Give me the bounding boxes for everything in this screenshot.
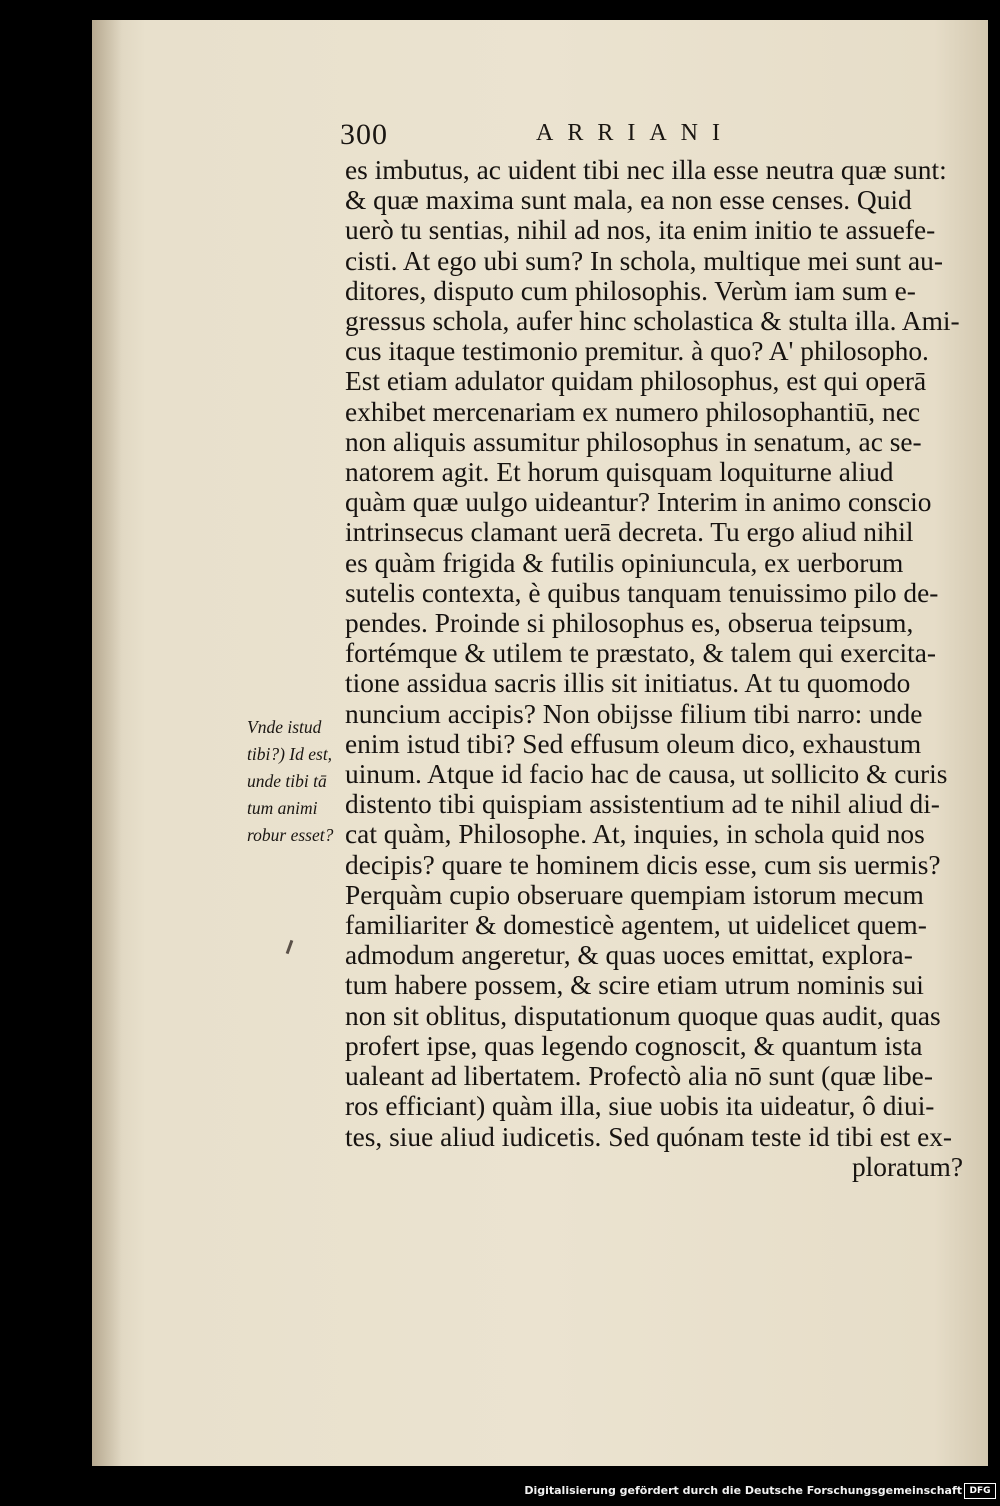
text-line: ualeant ad libertatem. Profectò alia nō sunt (quæ libe- <box>345 1061 933 1092</box>
text-line: profert ipse, quas legendo cognoscit, & quantum ista <box>345 1030 923 1061</box>
page-header <box>340 118 900 154</box>
main-text-block <box>345 155 967 1182</box>
text-line: & quæ maxima sunt mala, ea non esse censes. Quid <box>345 185 912 216</box>
text-line: natorem agit. Et horum quisquam loquiturne aliud <box>345 457 894 488</box>
text-line: cisti. At ego ubi sum? In schola, multique mei sunt au- <box>345 245 943 276</box>
text-line: decipis? quare te hominem dicis esse, cum sis uermis? <box>345 849 941 880</box>
page-number: 300 <box>340 118 388 151</box>
marginal-note-line: unde tibi tā <box>247 771 327 791</box>
text-line: fortémque & utilem te præstato, & talem qui exercita- <box>345 638 936 669</box>
marginal-note-line: robur esset? <box>247 825 334 845</box>
text-line: non sit oblitus, disputationum quoque quas audit, quas <box>345 1000 941 1031</box>
text-line: cus itaque testimonio premitur. à quo? A' philosopho. <box>345 336 929 367</box>
page-gutter-shadow <box>92 20 122 1466</box>
text-line: tes, siue aliud iudicetis. Sed quónam teste id tibi est ex- <box>345 1121 953 1152</box>
text-line: non aliquis assumitur philosophus in senatum, ac se- <box>345 426 922 457</box>
text-line: ditores, disputo cum philosophis. Verùm iam sum e- <box>345 275 916 306</box>
text-line: pendes. Proinde si philosophus es, obserua teipsum, <box>345 608 914 639</box>
text-line: admodum angeretur, & quas uoces emittat, explora- <box>345 940 913 971</box>
text-line: nuncium accipis? Non obijsse filium tibi narro: unde <box>345 698 923 729</box>
marginal-note-line: Vnde istud <box>247 717 322 737</box>
funding-credit: Digitalisierung gefördert durch die Deutsche Forschungsgemeinschaft <box>524 1484 962 1497</box>
text-line: sutelis contexta, è quibus tanquam tenuissimo pilo de- <box>345 577 939 608</box>
text-line: familiariter & domesticè agentem, ut uidelicet quem- <box>345 910 927 941</box>
text-line: quàm quæ uulgo uideantur? Interim in animo conscio <box>345 487 932 518</box>
text-line: distento tibi quispiam assistentium ad te nihil aliud di- <box>345 789 940 820</box>
text-line: uinum. Atque id facio hac de causa, ut sollicito & curis <box>345 759 948 790</box>
text-line: enim istud tibi? Sed effusum oleum dico, exhaustum <box>345 728 922 759</box>
marginal-note <box>247 714 347 849</box>
text-line: Est etiam adulator quidam philosophus, est qui operā <box>345 366 927 397</box>
dfg-logo: DFG <box>964 1483 996 1499</box>
text-line: cat quàm, Philosophe. At, inquies, in schola quid nos <box>345 819 925 850</box>
text-line: Perquàm cupio obseruare quempiam istorum mecum <box>345 879 924 910</box>
marginal-note-line: tum animi <box>247 798 318 818</box>
text-line: intrinsecus clamant uerā decreta. Tu ergo aliud nihil <box>345 517 914 548</box>
text-line: exhibet mercenariam ex numero philosophantiū, nec <box>345 396 921 427</box>
text-line: es imbutus, ac uident tibi nec illa esse neutra quæ sunt: <box>345 155 947 185</box>
text-line: gressus schola, aufer hinc scholastica & stulta illa. Ami- <box>345 306 960 337</box>
marginal-note-line: tibi?) Id est, <box>247 744 333 764</box>
running-title: ARRIANI <box>536 120 734 146</box>
text-line: tum habere possem, & scire etiam utrum nominis sui <box>345 970 924 1001</box>
text-line: uerò tu sentias, nihil ad nos, ita enim initio te assuefe- <box>345 215 936 246</box>
text-line: tione assidua sacris illis sit initiatus. At tu quomodo <box>345 668 911 699</box>
text-line: ploratum? <box>851 1151 963 1182</box>
footer-bar <box>0 1466 1000 1506</box>
text-line: ros efficiant) quàm illa, siue uobis ita uideatur, ô diui- <box>345 1091 935 1122</box>
text-line: es quàm frigida & futilis opiniuncula, ex uerborum <box>345 547 904 578</box>
